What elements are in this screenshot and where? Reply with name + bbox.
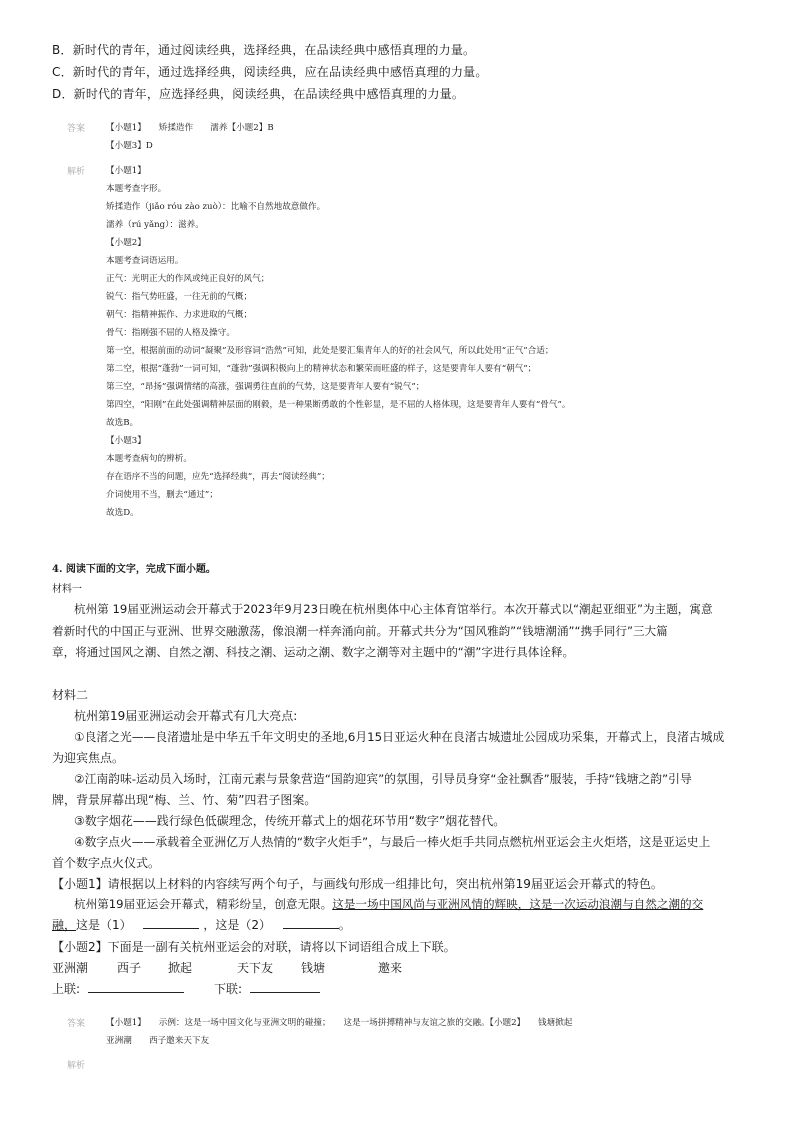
answer-blank-1[interactable] xyxy=(143,918,199,929)
answer-label: 答案 xyxy=(67,1019,86,1029)
sub-question-1-prompt: 【小题1】请根据以上材料的内容续写两个句子，与画线句形成一组排比句，突出杭州第19届亚运会开幕式的特色。 xyxy=(52,877,663,891)
material-2-line: ①良渚之光——良渚遗址是中华五千年文明史的圣地,6月15日亚运火种在良渚古城遗址公园成功采集，开幕式上，良渚古城成 xyxy=(74,730,725,744)
word-item: 天下友 xyxy=(237,961,274,975)
word-item: 西子 xyxy=(117,961,142,975)
analysis-line: 第三空，“昂扬”强调情绪的高涨，强调勇往直前的气势，这是要青年人要有“锐气”； xyxy=(106,382,425,392)
word-item: 钱塘 xyxy=(301,961,326,975)
word-item: 亚洲潮 xyxy=(52,961,89,975)
analysis-line: 【小题2】 xyxy=(106,238,146,248)
analysis-line: 第二空，根据“蓬勃”一词可知，“蓬勃”强调积极向上的精神状态和繁荣而旺盛的样子，这是要青年人要有“朝气”； xyxy=(106,364,537,374)
option-c: C．新时代的青年，通过选择经典，阅读经典，应在品读经典中感悟真理的力量。 xyxy=(52,65,488,79)
analysis-line: 【小题1】 xyxy=(106,166,146,176)
material-2-title: 材料二 xyxy=(52,688,89,702)
answer-blank-2[interactable] xyxy=(283,918,339,929)
material-1-line: 着新时代的中国正与亚洲、世界交融激荡，像浪潮一样奔涌向前。开幕式共分为“国风雅韵”“钱塘潮涌”“携手同行”三大篇 xyxy=(52,624,668,638)
answer-line: 【小题1】 示例：这是一场中国文化与亚洲文明的碰撞； 这是一场拼搏精神与友谊之旅的交融。【小题2】 钱塘掀起 xyxy=(106,1018,573,1028)
analysis-line: 本题考查字形。 xyxy=(106,184,167,194)
analysis-label: 解析 xyxy=(67,167,86,177)
underlined-sentence: 这是一场中国风尚与亚洲风情的辉映，这是一次运动浪潮与自然之潮的交 xyxy=(332,897,704,911)
analysis-line: 正气：光明正大的作风或纯正良好的风气； xyxy=(106,274,270,284)
answer-label: 答案 xyxy=(67,124,86,134)
material-2-line: 为迎宾焦点。 xyxy=(52,751,125,765)
material-2-line: 牌，背景屏幕出现“梅、兰、竹、菊”四君子图案。 xyxy=(52,793,317,807)
lower-couplet-blank[interactable] xyxy=(250,982,320,993)
end-period: 。 xyxy=(338,918,351,932)
analysis-line: 故选B。 xyxy=(106,418,139,428)
material-2-line: ④数字点火——承载着全亚洲亿万人热情的“数字火炬手”，与最后一棒火炬手共同点燃杭州亚运会主火炬塔，这是亚运史上 xyxy=(74,835,711,849)
word-item: 邀来 xyxy=(378,961,403,975)
analysis-line: 第四空，“阳刚”在此处强调精神层面的刚毅，是一种果断勇敢的个性彰显，是不屈的人格体现，这是要青年人要有“骨气”。 xyxy=(106,400,571,410)
upper-couplet-row xyxy=(52,980,184,997)
material-1-line: 章，将通过国风之潮、自然之潮、科技之潮、运动之潮、数字之潮等对主题中的“潮”字进行具体诠释。 xyxy=(52,645,575,659)
material-2-line: 杭州第19届亚洲运动会开幕式有几大亮点: xyxy=(74,709,298,723)
underlined-sentence-end: 融， xyxy=(52,918,77,932)
blank-1-label: 这是（1） xyxy=(76,918,132,932)
material-2-line: ②江南韵味-运动员入场时，江南元素与景象营造“国韵迎宾”的氛围，引导员身穿“金社飘香”服装，手持“钱塘之韵”引导 xyxy=(74,772,692,786)
answer-line: 【小题3】D xyxy=(106,141,153,151)
sub-question-2-prompt: 【小题2】下面是一副有关杭州亚运会的对联，请将以下词语组合成上下联。 xyxy=(52,940,456,954)
question-title: 4. 阅读下面的文字，完成下面小题。 xyxy=(52,564,216,575)
option-d: D．新时代的青年，应选择经典，阅读经典，在品读经典中感悟真理的力量。 xyxy=(52,87,465,101)
option-b: B．新时代的青年，通过阅读经典，选择经典，在品读经典中感悟真理的力量。 xyxy=(52,43,476,57)
analysis-line: 骨气：指刚强不屈的人格及操守。 xyxy=(106,328,235,338)
upper-couplet-label: 上联: xyxy=(52,982,81,996)
material-1-line: 杭州第 19届亚洲运动会开幕式于2023年9月23日晚在杭州奥体中心主体育馆举行。本次开幕式以“潮起亚细亚”为主题，寓意 xyxy=(74,602,713,616)
analysis-line: 【小题3】 xyxy=(106,436,146,446)
analysis-line: 介词使用不当，删去“通过”； xyxy=(106,490,218,500)
analysis-line: 本题考查病句的辨析。 xyxy=(106,454,192,464)
answer-line: 亚洲潮 西子邀来天下友 xyxy=(106,1036,210,1046)
word-item: 掀起 xyxy=(168,961,193,975)
analysis-line: 存在语序不当的问题，应先“选择经典”，再去“阅读经典”； xyxy=(106,472,330,482)
sub-question-1-blanks xyxy=(52,916,351,933)
analysis-line: 濡养（rú yǎng）：滋养。 xyxy=(106,220,204,230)
analysis-line: 矫揉造作（jiǎo róu zào zuò）：比喻不自然地故意做作。 xyxy=(106,202,326,212)
answer-line: 【小题1】 矫揉造作 濡养【小题2】B xyxy=(106,123,274,133)
analysis-line: 故选D。 xyxy=(106,508,139,518)
sub-question-1-text xyxy=(74,896,703,912)
sub-question-1-lead: 杭州第19届亚运会开幕式，精彩纷呈，创意无限。 xyxy=(74,897,333,911)
analysis-line: 锐气：指气势旺盛，一往无前的气概； xyxy=(106,292,253,302)
analysis-line: 第一空，根据前面的动词“凝聚”及形容词“浩然”可知，此处是要汇集青年人的好的社会风气，所以此处用“正气”合适； xyxy=(106,346,554,356)
lower-couplet-label: 下联: xyxy=(214,982,243,996)
material-2-line: ③数字烟花——践行绿色低碳理念，传统开幕式上的烟花环节用“数字”烟花替代。 xyxy=(74,814,506,828)
material-2-line: 首个数字点火仪式。 xyxy=(52,856,161,870)
analysis-label: 解析 xyxy=(67,1061,86,1071)
material-1-title: 材料一 xyxy=(52,584,82,595)
lower-couplet-row xyxy=(214,980,320,997)
analysis-line: 朝气：指精神振作、力求进取的气概； xyxy=(106,310,253,320)
blank-2-label: ，这是（2） xyxy=(203,918,271,932)
analysis-line: 本题考查词语运用。 xyxy=(106,256,184,266)
upper-couplet-blank[interactable] xyxy=(88,982,184,993)
